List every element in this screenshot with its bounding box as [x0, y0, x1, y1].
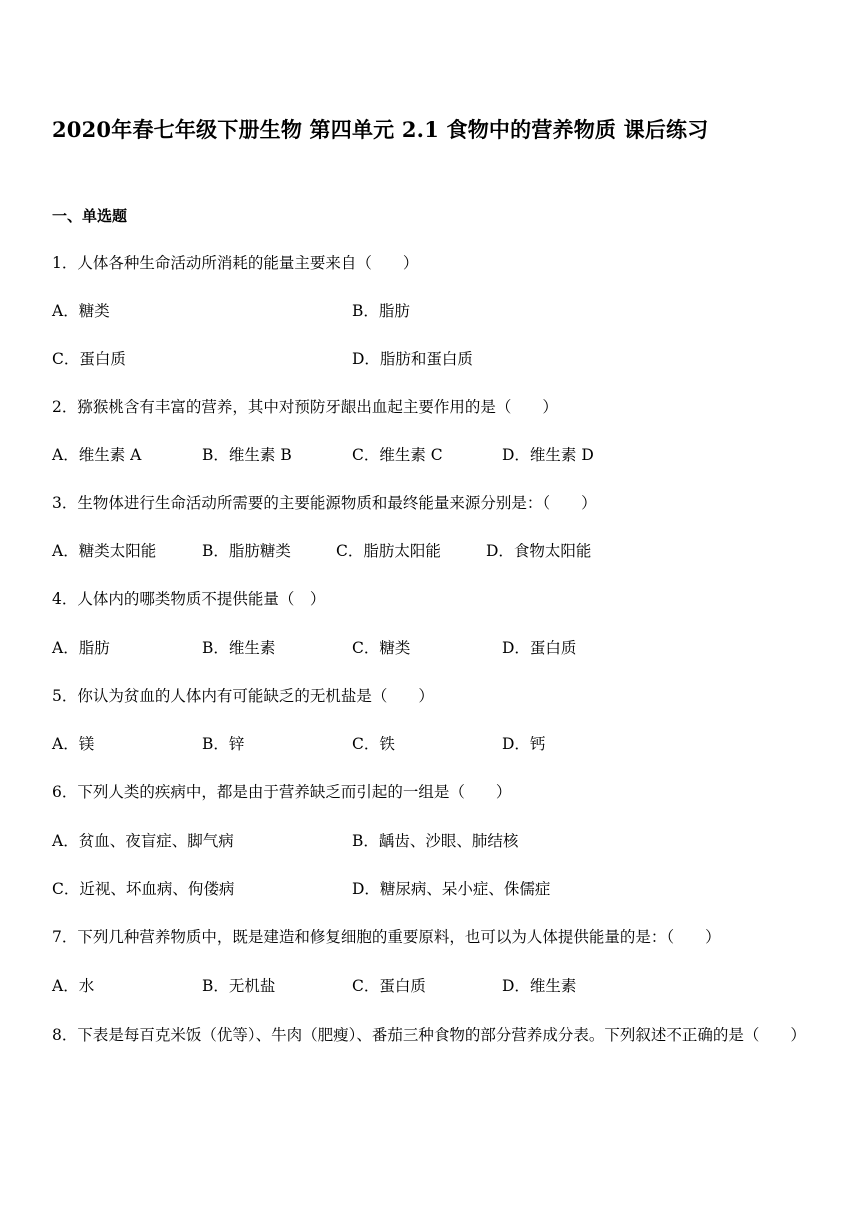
option-c: C．维生素 C [352, 446, 443, 464]
question-2-options [52, 443, 812, 465]
question-6: 6．下列人类的疾病中，都是由于营养缺乏而引起的一组是（ ） [52, 783, 512, 801]
option-d: D．脂肪和蛋白质 [352, 350, 473, 368]
question-3-options [52, 539, 812, 561]
option-a: A．维生素 A [52, 446, 142, 464]
question-8: 8．下表是每百克米饭（优等）、牛肉（肥瘦）、番茄三种食物的部分营养成分表。下列叙述不正确的是（ ） [52, 1026, 806, 1044]
option-a: A．脂肪 [52, 639, 110, 657]
option-d: D．蛋白质 [502, 639, 577, 657]
option-a: A．糖类 [52, 302, 110, 320]
option-a: A．贫血、夜盲症、脚气病 [52, 832, 234, 850]
question-1-options [52, 299, 812, 321]
question-1: 1．人体各种生命活动所消耗的能量主要来自（ ） [52, 254, 419, 272]
option-d: D．维生素 [502, 977, 577, 995]
option-d: D．维生素 D [502, 446, 594, 464]
question-3: 3．生物体进行生命活动所需要的主要能源物质和最终能量来源分别是：（ ） [52, 494, 597, 512]
question-4-options [52, 636, 812, 658]
question-5: 5．你认为贫血的人体内有可能缺乏的无机盐是（ ） [52, 687, 434, 705]
option-b: B．脂肪 [352, 302, 410, 320]
option-b: B．锌 [202, 735, 245, 753]
option-c: C．蛋白质 [352, 977, 426, 995]
option-c: C．脂肪太阳能 [336, 542, 441, 560]
option-b: B．维生素 [202, 639, 276, 657]
option-b: B．维生素 B [202, 446, 292, 464]
option-d: D．钙 [502, 735, 546, 753]
question-4: 4．人体内的哪类物质不提供能量（ ） [52, 590, 326, 608]
section-heading: 一、单选题 [52, 207, 128, 225]
option-a: A．糖类太阳能 [52, 542, 157, 560]
question-1-options-row2 [52, 347, 812, 369]
question-6-options-row2 [52, 877, 812, 899]
option-d: D．食物太阳能 [486, 542, 592, 560]
question-5-options [52, 732, 812, 754]
page-title: 2020年春七年级下册生物 第四单元 2.1 食物中的营养物质 课后练习 [52, 117, 709, 142]
option-c: C．铁 [352, 735, 395, 753]
question-6-options [52, 829, 812, 851]
question-7-options [52, 974, 812, 996]
option-c: C．蛋白质 [52, 350, 126, 368]
option-a: A．镁 [52, 735, 95, 753]
question-7: 7．下列几种营养物质中，既是建造和修复细胞的重要原料，也可以为人体提供能量的是：（ ） [52, 928, 721, 946]
option-c: C．近视、坏血病、佝偻病 [52, 880, 235, 898]
option-b: B．龋齿、沙眼、肺结核 [352, 832, 519, 850]
option-a: A．水 [52, 977, 95, 995]
option-b: B．无机盐 [202, 977, 276, 995]
option-d: D．糖尿病、呆小症、侏儒症 [352, 880, 551, 898]
question-2: 2．猕猴桃含有丰富的营养，其中对预防牙龈出血起主要作用的是（ ） [52, 398, 558, 416]
option-b: B．脂肪糖类 [202, 542, 291, 560]
option-c: C．糖类 [352, 639, 411, 657]
